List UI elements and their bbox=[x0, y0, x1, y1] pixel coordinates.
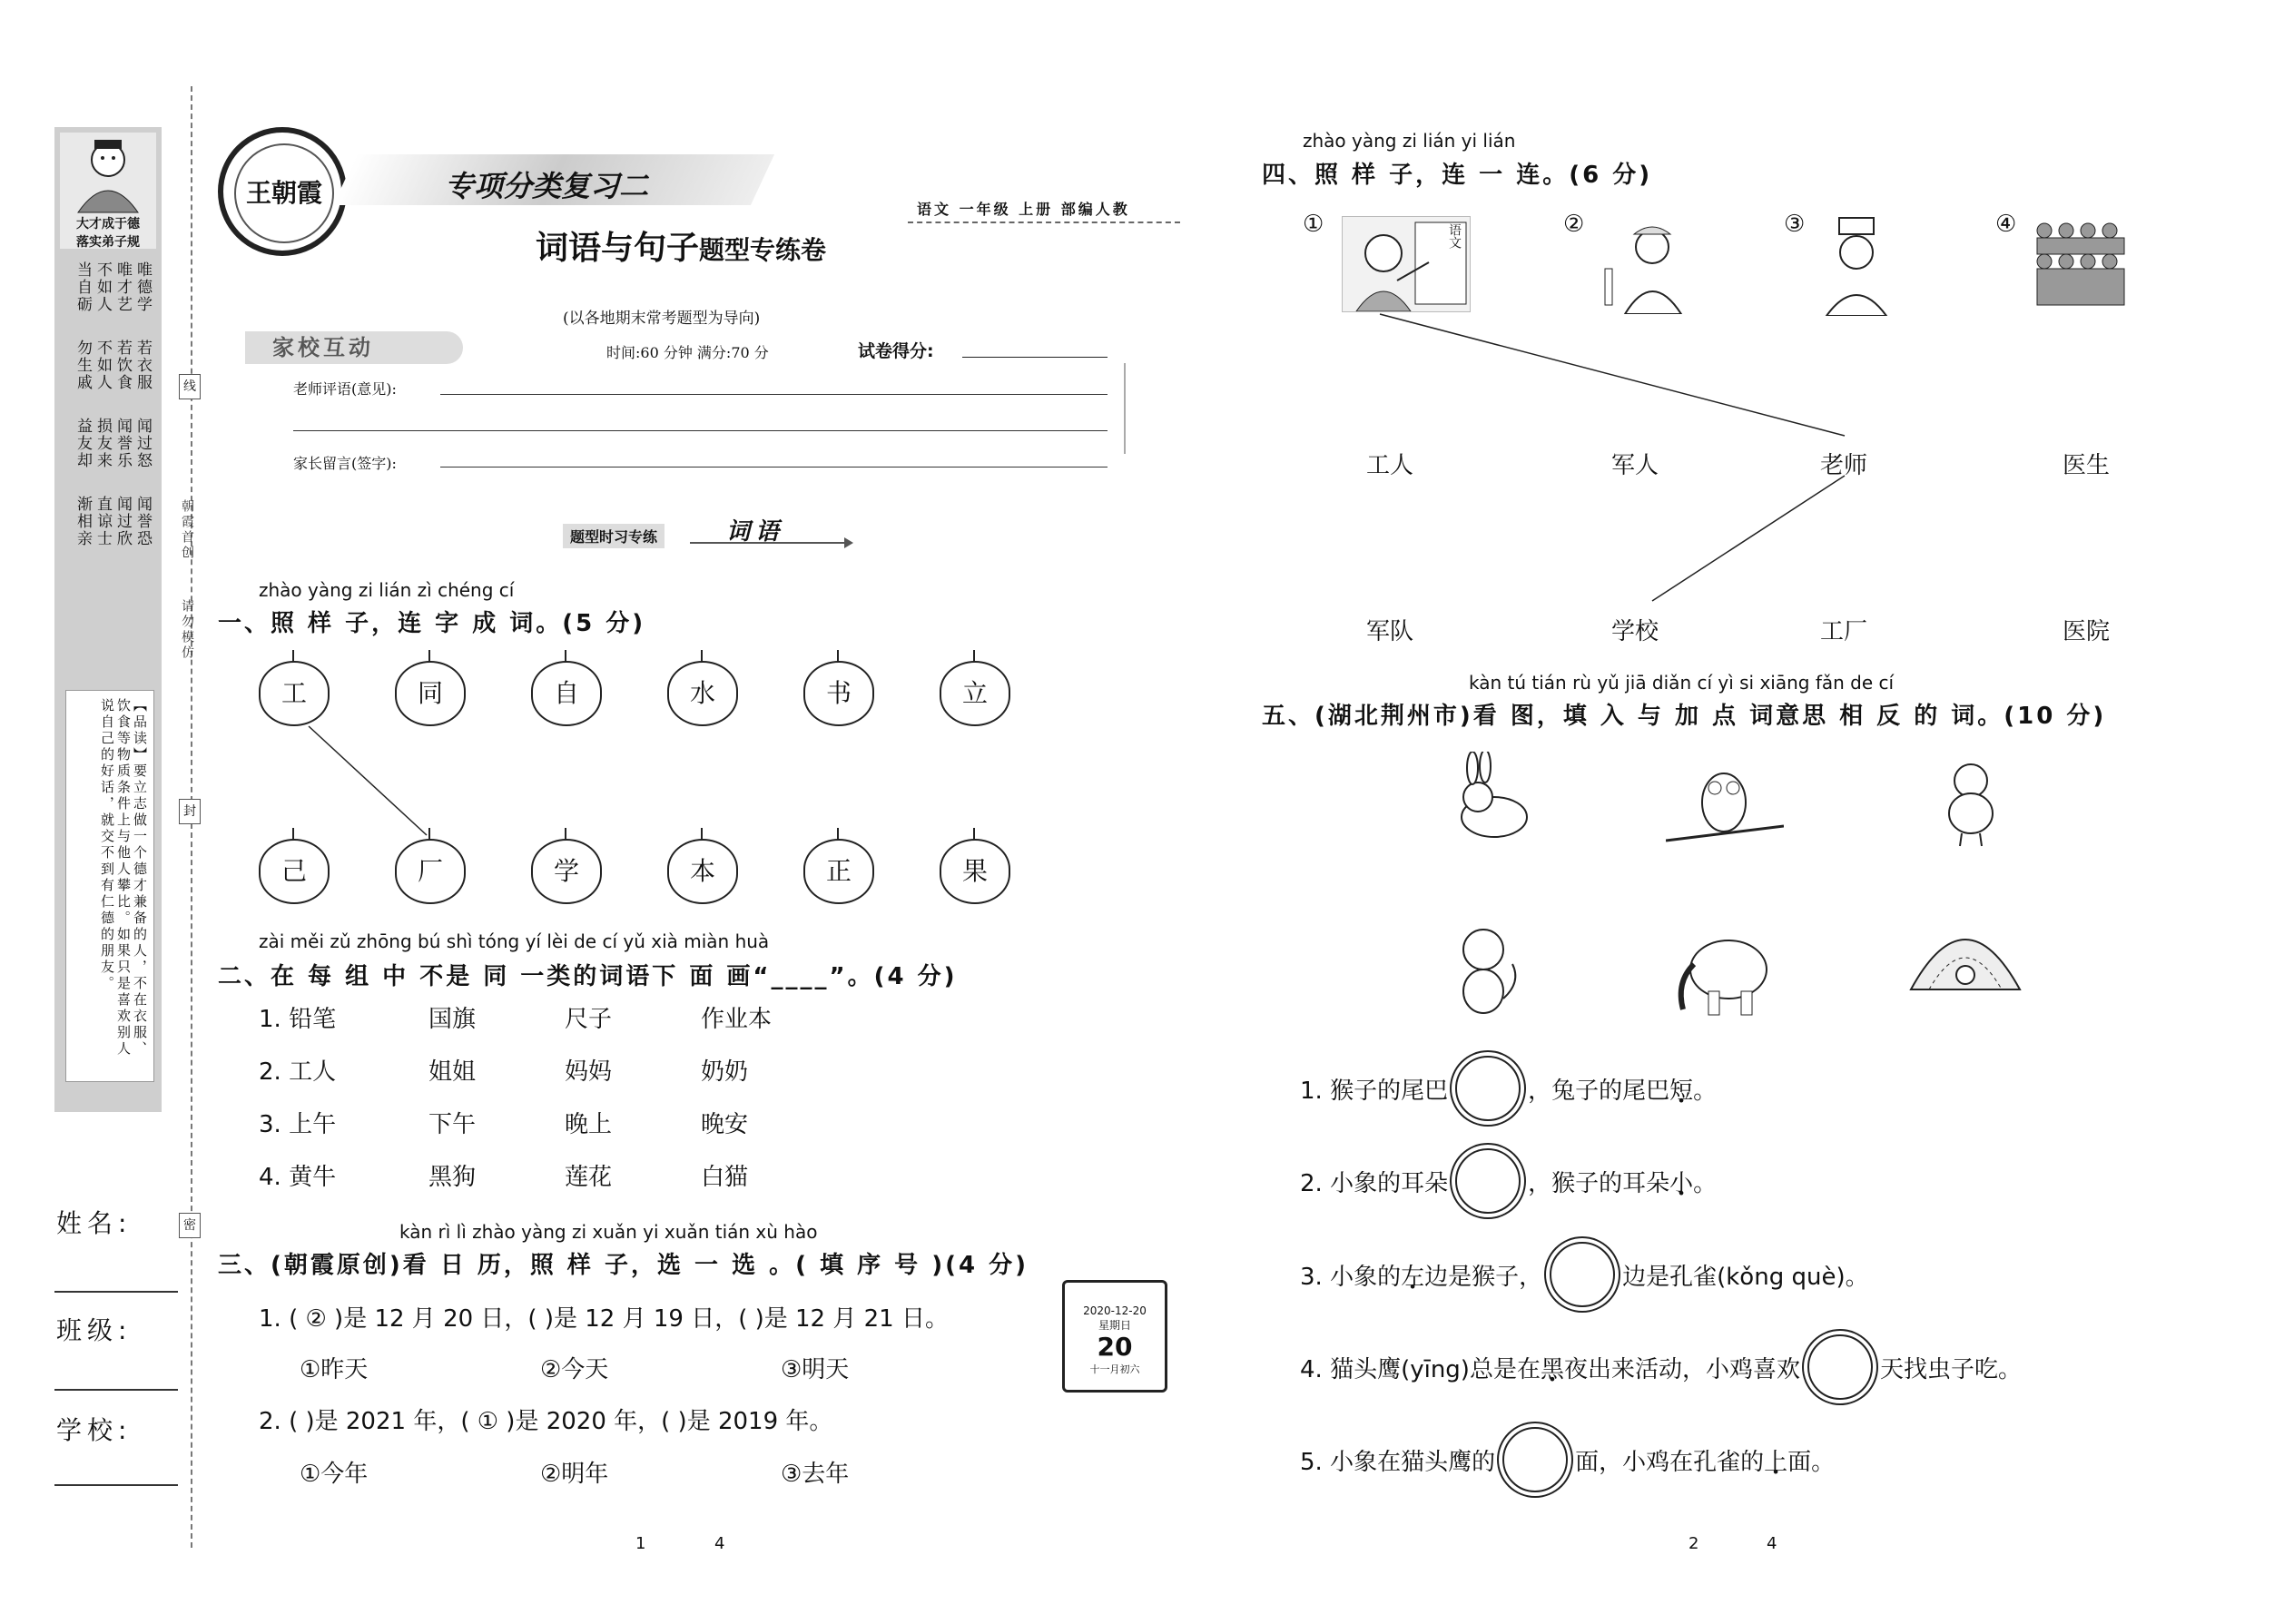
calendar-day: 20 bbox=[1097, 1332, 1133, 1362]
elephant-icon bbox=[1669, 919, 1777, 1019]
name-field[interactable] bbox=[54, 1291, 178, 1293]
verse-column: 不如人 bbox=[94, 261, 112, 313]
q2-word[interactable]: 4. 黄牛 bbox=[259, 1164, 337, 1191]
dotted-word-5: 上 • bbox=[1764, 1443, 1787, 1477]
q3-opt1-c: ③明天 bbox=[781, 1356, 850, 1383]
binding-note-1: 朝霞首创 bbox=[180, 499, 194, 561]
motto-line-1: 大才成于德 bbox=[76, 217, 140, 231]
q4-job-word[interactable]: 医生 bbox=[2063, 452, 2111, 479]
name-label: 姓名: bbox=[56, 1208, 133, 1238]
section-name: 词语 bbox=[726, 518, 785, 546]
dotted-word-3: 左 • bbox=[1401, 1258, 1424, 1292]
teacher-comment-label: 老师评语(意见): bbox=[293, 380, 397, 398]
verse-column: 渐相亲 bbox=[74, 496, 92, 547]
time-info: 时间:60 分钟 满分:70 分 bbox=[606, 344, 769, 361]
q2-word[interactable]: 奶奶 bbox=[701, 1058, 749, 1086]
dotted-word-4: 黑 • bbox=[1541, 1351, 1564, 1384]
q5-sentence-5: 5. 小象在猫头鹰的 面，小鸡在孔雀的 上 • 面。 bbox=[1300, 1427, 1835, 1492]
q2-word[interactable]: 作业本 bbox=[701, 1006, 773, 1033]
answer-blank-5[interactable] bbox=[1502, 1427, 1568, 1492]
calendar-date: 2020-12-20 bbox=[1083, 1304, 1147, 1317]
character-apple-bottom[interactable]: 果 bbox=[940, 839, 1010, 904]
q2-word[interactable]: 下午 bbox=[428, 1111, 477, 1138]
q3-opt1-b: ②今天 bbox=[540, 1356, 609, 1383]
brand-logo-text: 王朝霞 bbox=[234, 143, 334, 243]
q1-pinyin: zhào yàng zi lián zì chéng cí bbox=[259, 579, 515, 601]
q2-word[interactable]: 3. 上午 bbox=[259, 1111, 337, 1138]
character-apple-top[interactable]: 同 bbox=[395, 661, 466, 726]
q4-title: 四、照 样 子，连 一 连。(6 分) bbox=[1262, 162, 1653, 189]
character-apple-top[interactable]: 书 bbox=[803, 661, 874, 726]
q4-pic-label-3: ③ bbox=[1784, 211, 1806, 238]
verse-column: 勿生戚 bbox=[74, 340, 92, 391]
q2-word[interactable]: 国旗 bbox=[428, 1006, 477, 1033]
q2-word[interactable]: 晚上 bbox=[565, 1111, 613, 1138]
calendar-icon bbox=[1062, 1280, 1167, 1393]
scholar-mascot-icon bbox=[60, 133, 156, 214]
class-label: 班级: bbox=[56, 1315, 133, 1345]
verse-column: 唯德学 bbox=[133, 261, 152, 313]
exam-guide: (以各地期末常考题型为导向) bbox=[563, 310, 761, 328]
character-apple-bottom[interactable]: 学 bbox=[531, 839, 602, 904]
character-apple-bottom[interactable]: 己 bbox=[259, 839, 330, 904]
q4-place-word[interactable]: 医院 bbox=[2063, 618, 2111, 645]
binding-tag-feng: 封 bbox=[179, 799, 201, 824]
answer-blank-1[interactable] bbox=[1455, 1056, 1521, 1121]
owl-icon bbox=[1666, 752, 1784, 851]
q4-job-word[interactable]: 军人 bbox=[1611, 452, 1659, 479]
q2-word[interactable]: 尺子 bbox=[565, 1006, 613, 1033]
dotted-word-2: 小 • bbox=[1669, 1165, 1693, 1198]
home-school-badge: 家校互动 bbox=[245, 331, 463, 364]
character-apple-bottom[interactable]: 本 bbox=[667, 839, 738, 904]
q2-word[interactable]: 晚安 bbox=[701, 1111, 749, 1138]
teacher-comment-field-2[interactable] bbox=[293, 430, 1108, 431]
q5-sentence-3: 3. 小象的 左 • 边是猴子， 边是孔雀(kǒng què)。 bbox=[1300, 1242, 1869, 1307]
q5-title: 五、(湖北荆州市)看 图，填 入 与 加 点 词意思 相 反 的 词。(10 分) bbox=[1262, 703, 2107, 730]
pindu-text: 要立志做一个德才兼备的人，不在衣服、饮食等物质条件上与他人攀比。如果只是喜欢别人说自己的好话，就交不到有仁德的朋友。 bbox=[99, 698, 148, 1058]
character-apple-top[interactable]: 自 bbox=[531, 661, 602, 726]
parent-note-label: 家长留言(签字): bbox=[293, 455, 397, 472]
answer-blank-4[interactable] bbox=[1807, 1334, 1873, 1400]
verse-column: 闻过欣 bbox=[113, 496, 132, 547]
q2-word[interactable]: 1. 铅笔 bbox=[259, 1006, 337, 1033]
answer-blank-3[interactable] bbox=[1550, 1242, 1615, 1307]
q3-line-1: 1. ( ② )是 12 月 20 日，( )是 12 月 19 日，( )是 12 月 21 日。 bbox=[259, 1305, 949, 1333]
teacher-comment-field[interactable] bbox=[440, 394, 1108, 395]
subject-underline bbox=[908, 221, 1180, 223]
character-apple-bottom[interactable]: 正 bbox=[803, 839, 874, 904]
verse-column: 若饮食 bbox=[113, 340, 132, 391]
q3-opt2-c: ③去年 bbox=[781, 1461, 850, 1488]
binding-note-2: 请勿模仿 bbox=[180, 599, 194, 661]
q1-example-line bbox=[272, 717, 454, 844]
score-label: 试卷得分: bbox=[858, 341, 934, 361]
q1-title: 一、照 样 子，连 字 成 词。(5 分) bbox=[218, 610, 646, 637]
character-apple-top[interactable]: 工 bbox=[259, 661, 330, 726]
character-apple-bottom[interactable]: 厂 bbox=[395, 839, 466, 904]
pindu-label: 【品读】 bbox=[132, 698, 148, 763]
comment-box-rail bbox=[263, 363, 1126, 454]
class-field[interactable] bbox=[54, 1389, 178, 1391]
verse-column: 唯才艺 bbox=[113, 261, 132, 313]
q3-opt1-a: ①昨天 bbox=[300, 1356, 369, 1383]
left-page-number: 1 bbox=[635, 1534, 646, 1553]
q4-job-word[interactable]: 老师 bbox=[1820, 452, 1868, 479]
q2-word[interactable]: 2. 工人 bbox=[259, 1058, 337, 1086]
q2-title: 二、在 每 组 中 不是 同 一类的词语下 面 画“____”。(4 分) bbox=[218, 963, 958, 990]
parent-note-field[interactable] bbox=[440, 467, 1108, 468]
right-page-total: 4 bbox=[1767, 1534, 1777, 1553]
q4-pic-label-2: ② bbox=[1563, 211, 1585, 238]
q4-place-word[interactable]: 学校 bbox=[1611, 618, 1659, 645]
answer-blank-2[interactable] bbox=[1455, 1148, 1521, 1214]
verse-column: 当自砺 bbox=[74, 261, 92, 313]
q4-pic-label-4: ④ bbox=[1995, 211, 2017, 238]
q5-sentence-4: 4. 猫头鹰(yīng)总是在 黑 • 夜出来活动，小鸡喜欢 天找虫子吃。 bbox=[1300, 1334, 2022, 1400]
school-field[interactable] bbox=[54, 1484, 178, 1486]
q2-word[interactable]: 黑狗 bbox=[428, 1164, 477, 1191]
verse-column: 不如人 bbox=[94, 340, 112, 391]
section-tag: 题型时习专练 bbox=[563, 524, 665, 548]
score-field[interactable] bbox=[962, 357, 1108, 358]
character-apple-top[interactable]: 立 bbox=[940, 661, 1010, 726]
binding-tag-xian: 线 bbox=[179, 374, 201, 399]
verse-column: 闻誉乐 bbox=[113, 418, 132, 469]
q2-word[interactable]: 妈妈 bbox=[565, 1058, 613, 1086]
q4-pinyin: zhào yàng zi lián yi lián bbox=[1303, 130, 1516, 152]
q3-pinyin: kàn rì lì zhào yàng zi xuǎn yi xuǎn tián xù hào bbox=[399, 1221, 818, 1243]
q4-example-lines bbox=[1271, 300, 2269, 663]
verse-column: 闻誉恐 bbox=[133, 496, 152, 547]
q2-pinyin: zài měi zǔ zhōng bú shì tóng yí lèi de cí yǔ xià miàn huà bbox=[259, 930, 770, 952]
peacock-icon bbox=[1902, 917, 2029, 999]
board-text: 语文 bbox=[1447, 223, 1462, 249]
calendar-lunar: 十一月初六 bbox=[1089, 1363, 1140, 1375]
verse-column: 损友来 bbox=[94, 418, 112, 469]
subject-info: 语文 一年级 上册 部编人教 bbox=[917, 201, 1130, 218]
chick-icon bbox=[1929, 750, 2011, 850]
q4-pic-label-1: ① bbox=[1303, 211, 1324, 238]
arrow-icon bbox=[690, 534, 853, 552]
q5-pinyin: kàn tú tián rù yǔ jiā diǎn cí yì si xiāng fǎn de cí bbox=[1469, 672, 1895, 694]
q3-line-2: 2. ( )是 2021 年，( ① )是 2020 年，( )是 2019 年。 bbox=[259, 1408, 833, 1435]
q4-place-word[interactable]: 工厂 bbox=[1820, 618, 1868, 645]
q2-word[interactable]: 白猫 bbox=[701, 1164, 749, 1191]
verse-column: 益友却 bbox=[74, 418, 92, 469]
q5-sentence-1: 1. 猴子的尾巴 ，兔子的尾巴 短 • 。 bbox=[1300, 1056, 1717, 1121]
q3-opt2-a: ①今年 bbox=[300, 1461, 369, 1488]
q3-opt2-b: ②明年 bbox=[540, 1461, 609, 1488]
verse-block bbox=[69, 261, 151, 679]
verse-column: 闻过怒 bbox=[133, 418, 152, 469]
right-page-number: 2 bbox=[1689, 1534, 1699, 1553]
calendar-week: 星期日 bbox=[1098, 1319, 1131, 1332]
verse-column: 若衣服 bbox=[133, 340, 152, 391]
q4-job-word[interactable]: 工人 bbox=[1366, 452, 1414, 479]
monkey-icon bbox=[1443, 919, 1525, 1019]
dotted-word-1: 短 • bbox=[1669, 1072, 1693, 1106]
left-page-total: 4 bbox=[714, 1534, 725, 1553]
q2-word[interactable]: 姐姐 bbox=[428, 1058, 477, 1086]
rabbit-icon bbox=[1451, 752, 1538, 842]
character-apple-top[interactable]: 水 bbox=[667, 661, 738, 726]
binding-tag-mi: 密 bbox=[179, 1213, 201, 1238]
verse-column: 直谅士 bbox=[94, 496, 112, 547]
q3-title: 三、(朝霞原创)看 日 历，照 样 子，选 一 选 。( 填 序 号 )(4 分) bbox=[218, 1252, 1029, 1279]
series-title: 专项分类复习二 bbox=[445, 169, 649, 203]
q5-sentence-2: 2. 小象的耳朵 ，猴子的耳朵 小 • 。 bbox=[1300, 1148, 1717, 1214]
school-label: 学校: bbox=[56, 1415, 133, 1445]
pindu-panel bbox=[65, 690, 154, 1082]
q4-place-word[interactable]: 军队 bbox=[1366, 618, 1414, 645]
motto-line-2: 落实弟子规 bbox=[76, 235, 140, 250]
q2-word[interactable]: 莲花 bbox=[565, 1164, 613, 1191]
page-title: 词语与句子题型专练卷 bbox=[536, 229, 827, 267]
